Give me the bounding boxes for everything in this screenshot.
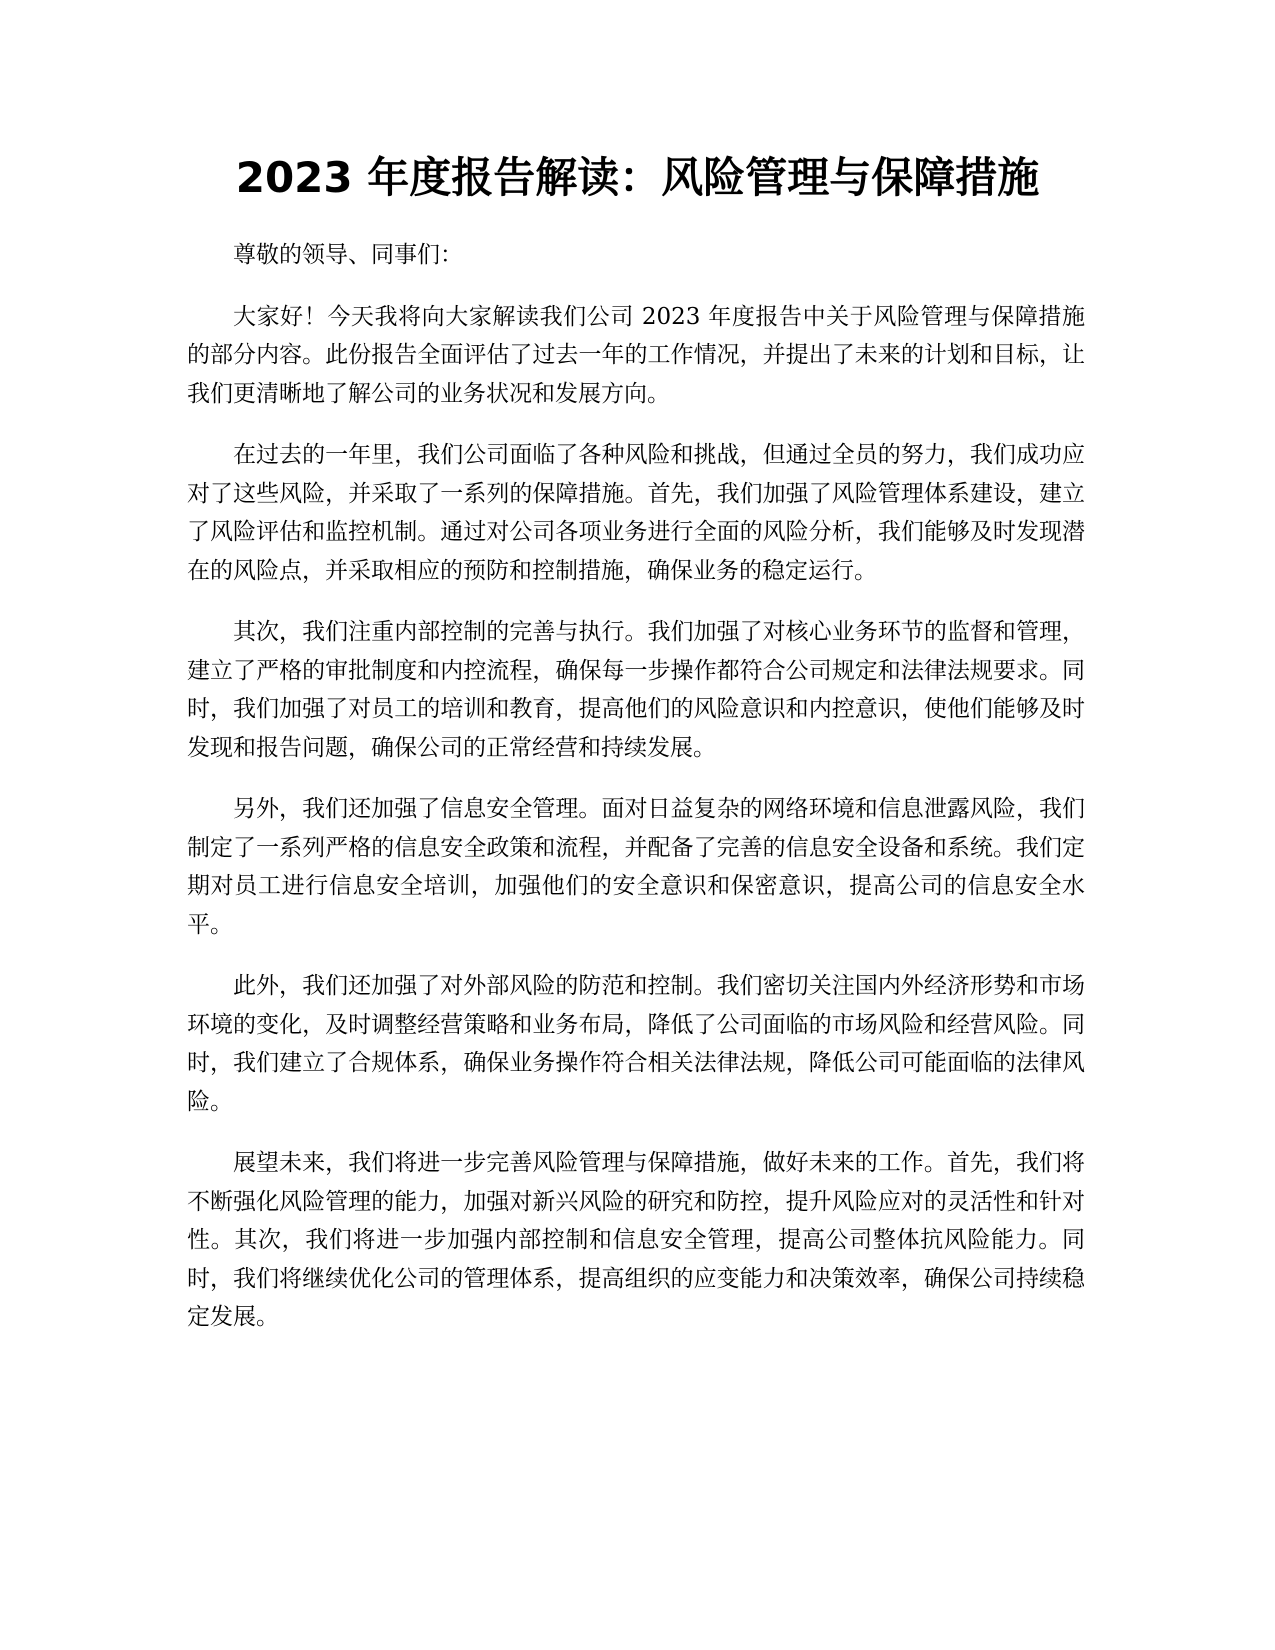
document-body xyxy=(187,236,1085,1360)
document-title: 2023 年度报告解读：风险管理与保障措施 xyxy=(235,153,1040,202)
paragraph-internal-control: 其次，我们注重内部控制的完善与执行。我们加强了对核心业务环节的监督和管理，建立了严格的审批制度和内控流程，确保每一步操作都符合公司规定和法律法规要求。同时，我们加强了对员工的培训和教育，提高他们的风险意识和内控意识，使他们能够及时发现和报告问题，确保公司的正常经营和持续发展。 xyxy=(187,619,1085,761)
paragraph-risk-system: 在过去的一年里，我们公司面临了各种风险和挑战，但通过全员的努力，我们成功应对了这些风险，并采取了一系列的保障措施。首先，我们加强了风险管理体系建设，建立了风险评估和监控机制。通过对公司各项业务进行全面的风险分析，我们能够及时发现潜在的风险点，并采取相应的预防和控制措施，确保业务的稳定运行。 xyxy=(187,442,1085,584)
paragraph-external-risk: 此外，我们还加强了对外部风险的防范和控制。我们密切关注国内外经济形势和市场环境的变化，及时调整经营策略和业务布局，降低了公司面临的市场风险和经营风险。同时，我们建立了合规体系，确保业务操作符合相关法律法规，降低公司可能面临的法律风险。 xyxy=(187,973,1085,1115)
salutation: 尊敬的领导、同事们： xyxy=(233,242,463,268)
paragraph-info-security: 另外，我们还加强了信息安全管理。面对日益复杂的网络环境和信息泄露风险，我们制定了一系列严格的信息安全政策和流程，并配备了完善的信息安全设备和系统。我们定期对员工进行信息安全培训，加强他们的安全意识和保密意识，提高公司的信息安全水平。 xyxy=(187,796,1085,938)
paragraph-intro: 大家好！今天我将向大家解读我们公司 2023 年度报告中关于风险管理与保障措施的部分内容。此份报告全面评估了过去一年的工作情况，并提出了未来的计划和目标，让我们更清晰地了解公司的业务状况和发展方向。 xyxy=(187,303,1085,407)
paragraph-outlook: 展望未来，我们将进一步完善风险管理与保障措施，做好未来的工作。首先，我们将不断强化风险管理的能力，加强对新兴风险的研究和防控，提升风险应对的灵活性和针对性。其次，我们将进一步加强内部控制和信息安全管理，提高公司整体抗风险能力。同时，我们将继续优化公司的管理体系，提高组织的应变能力和决策效率，确保公司持续稳定发展。 xyxy=(187,1150,1085,1330)
